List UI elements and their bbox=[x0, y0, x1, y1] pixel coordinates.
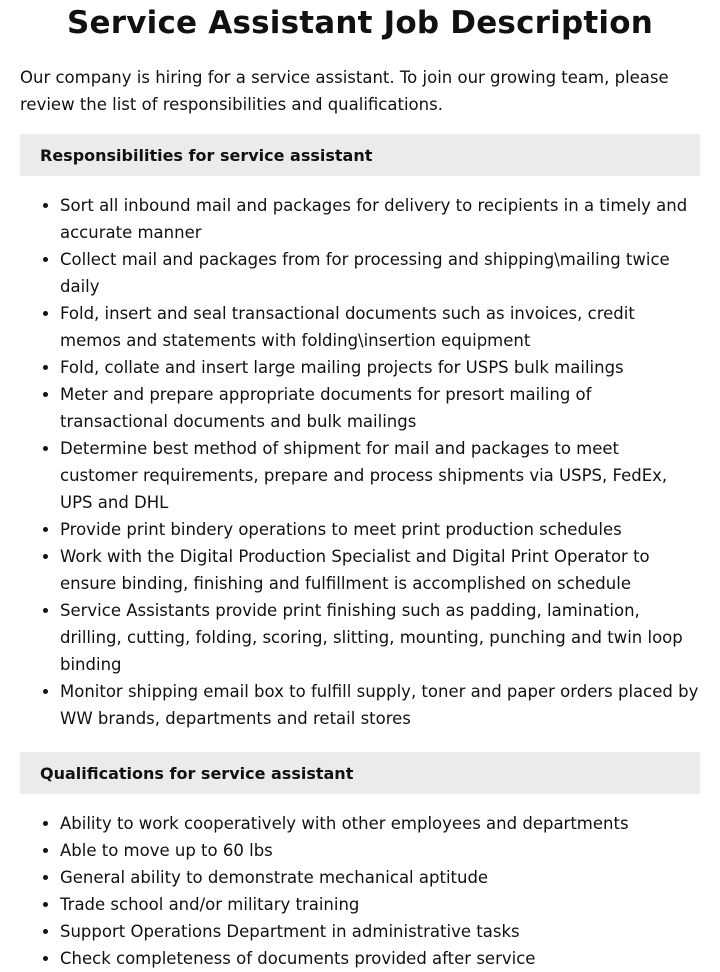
responsibilities-header bbox=[20, 134, 700, 176]
qualifications-header bbox=[20, 752, 700, 794]
list-item: • Sort all inbound mail and packages for delivery to recipients in a timely and accurate manner bbox=[60, 192, 700, 246]
intro-paragraph: Our company is hiring for a service assistant. To join our growing team, please review the list of responsibilities and qualifications. bbox=[20, 68, 669, 114]
list-item: • General ability to demonstrate mechanical aptitude bbox=[60, 864, 700, 891]
responsibilities-heading: Responsibilities for service assistant bbox=[40, 145, 373, 165]
list-item: • Service Assistants provide print finishing such as padding, lamination, drilling, cutting, folding, scoring, slitting, mounting, punching and twin loop binding bbox=[60, 597, 700, 678]
page-title: Service Assistant Job Description bbox=[67, 5, 653, 41]
list-item: • Meter and prepare appropriate documents for presort mailing of transactional documents and bulk mailings bbox=[60, 381, 700, 435]
responsibilities-list bbox=[20, 192, 700, 732]
list-item: • Determine best method of shipment for mail and packages to meet customer requirements, prepare and process shipments via USPS, FedEx, UPS and DHL bbox=[60, 435, 700, 516]
list-item: • Fold, collate and insert large mailing projects for USPS bulk mailings bbox=[60, 354, 700, 381]
list-item: • Work with the Digital Production Specialist and Digital Print Operator to ensure binding, finishing and fulfillment is accomplished on schedule bbox=[60, 543, 700, 597]
list-item: • Ability to work cooperatively with other employees and departments bbox=[60, 810, 700, 837]
list-item: • Able to move up to 60 lbs bbox=[60, 837, 700, 864]
list-item: • Collect mail and packages from for processing and shipping\mailing twice daily bbox=[60, 246, 700, 300]
list-item: • Check completeness of documents provided after service bbox=[60, 945, 700, 972]
list-item: • Fold, insert and seal transactional documents such as invoices, credit memos and statements with folding\insertion equipment bbox=[60, 300, 700, 354]
list-item: • Support Operations Department in administrative tasks bbox=[60, 918, 700, 945]
qualifications-list bbox=[20, 810, 700, 972]
list-item: • Provide print bindery operations to meet print production schedules bbox=[60, 516, 700, 543]
list-item: • Trade school and/or military training bbox=[60, 891, 700, 918]
list-item: • Monitor shipping email box to fulfill supply, toner and paper orders placed by WW brands, departments and retail stores bbox=[60, 678, 700, 732]
qualifications-heading: Qualifications for service assistant bbox=[40, 763, 354, 783]
